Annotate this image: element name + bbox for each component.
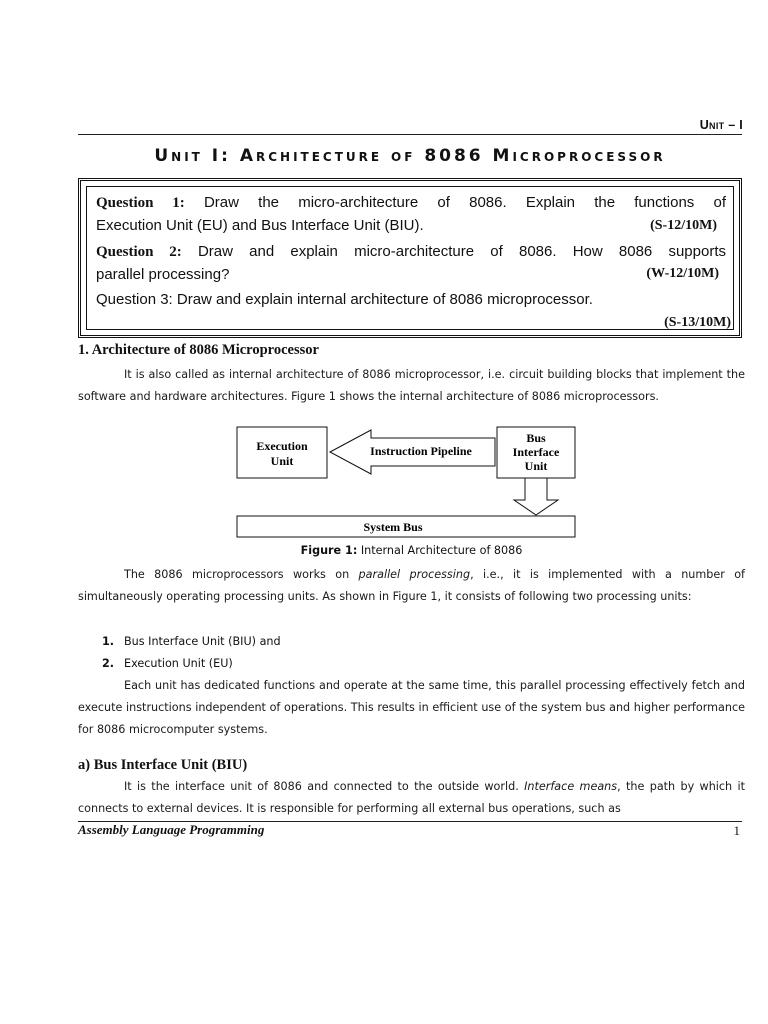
question-1-mark: (S-12/10M) [650, 218, 717, 233]
question-2-label: Question 2: [96, 244, 182, 260]
list-item [102, 657, 233, 670]
biu-label-2: Interface [512, 445, 560, 459]
question-1-line2: Execution Unit (EU) and Bus Interface Unit (BIU). [96, 217, 424, 234]
question-1-label: Question 1: [96, 195, 185, 211]
biu-italic: Interface means [524, 780, 618, 793]
paragraph-intro: It is also called as internal architecture of 8086 microprocessor, i.e. circuit building blocks that implement the software and hardware architectures. Figure 1 shows the internal architecture of 8086 microprocessors. [78, 368, 745, 403]
list-item [102, 635, 281, 648]
question-3-text: Draw and explain internal architecture of 8086 microprocessor. [176, 291, 593, 308]
figure-caption [78, 544, 745, 557]
question-2-line2: parallel processing? [96, 266, 230, 283]
figure-caption-text: Internal Architecture of 8086 [360, 544, 523, 557]
question-2-mark: (W-12/10M) [646, 266, 719, 281]
para2-text-a: The 8086 microprocessors works on [124, 568, 359, 581]
biu-to-bus-arrow [514, 478, 558, 515]
biu-label-1: Bus [526, 431, 546, 445]
question-1-text-a: Draw the micro-architecture of 8086. Explain the functions of [203, 194, 726, 211]
paragraph-biu [78, 776, 745, 820]
question-2-text-a: Draw and explain micro-architecture of 8086. How 8086 supports [197, 243, 726, 260]
execution-unit-label-2: Unit [270, 454, 294, 468]
biu-text-a: It is the interface unit of 8086 and connected to the outside world. [124, 780, 525, 793]
paragraph-parallel-processing [78, 564, 745, 608]
list-text: Bus Interface Unit (BIU) and [124, 635, 281, 648]
section-heading-architecture: 1. Architecture of 8086 Microprocessor [78, 342, 319, 358]
execution-unit-label-1: Execution [256, 439, 308, 453]
question-3-mark: (S-13/10M) [664, 315, 731, 330]
page-number: 1 [733, 823, 740, 838]
para2-text-b: , i.e., it is implemented with a number of simultaneously operating processing units. As shown in Figure 1, it consists of following two processing units: [78, 568, 745, 603]
list-number: 1. [102, 635, 115, 648]
list-number: 2. [102, 657, 115, 670]
question-3-label: Question 3: [96, 291, 173, 308]
para2-italic: parallel processing [358, 568, 471, 581]
biu-text-b: , the path by which it connects to external devices. It is responsible for performing all external bus operations, such as [78, 780, 745, 815]
page-title: Unit I: Architecture of 8086 Microprocessor [154, 146, 666, 166]
footer-title: Assembly Language Programming [78, 822, 265, 837]
biu-label-3: Unit [524, 459, 548, 473]
section-heading-biu: a) Bus Interface Unit (BIU) [78, 757, 248, 773]
system-bus-label: System Bus [363, 520, 423, 534]
running-header: Unit – I [699, 118, 743, 132]
instruction-pipeline-label: Instruction Pipeline [370, 444, 472, 458]
paragraph-each-unit: Each unit has dedicated functions and operate at the same time, this parallel processing effectively fetch and execute instructions independent of operations. This results in efficient use of the system bus and higher performance for 8086 microcomputer systems. [78, 679, 745, 736]
list-text: Execution Unit (EU) [124, 657, 233, 670]
figure-label: Figure 1: [300, 544, 358, 557]
